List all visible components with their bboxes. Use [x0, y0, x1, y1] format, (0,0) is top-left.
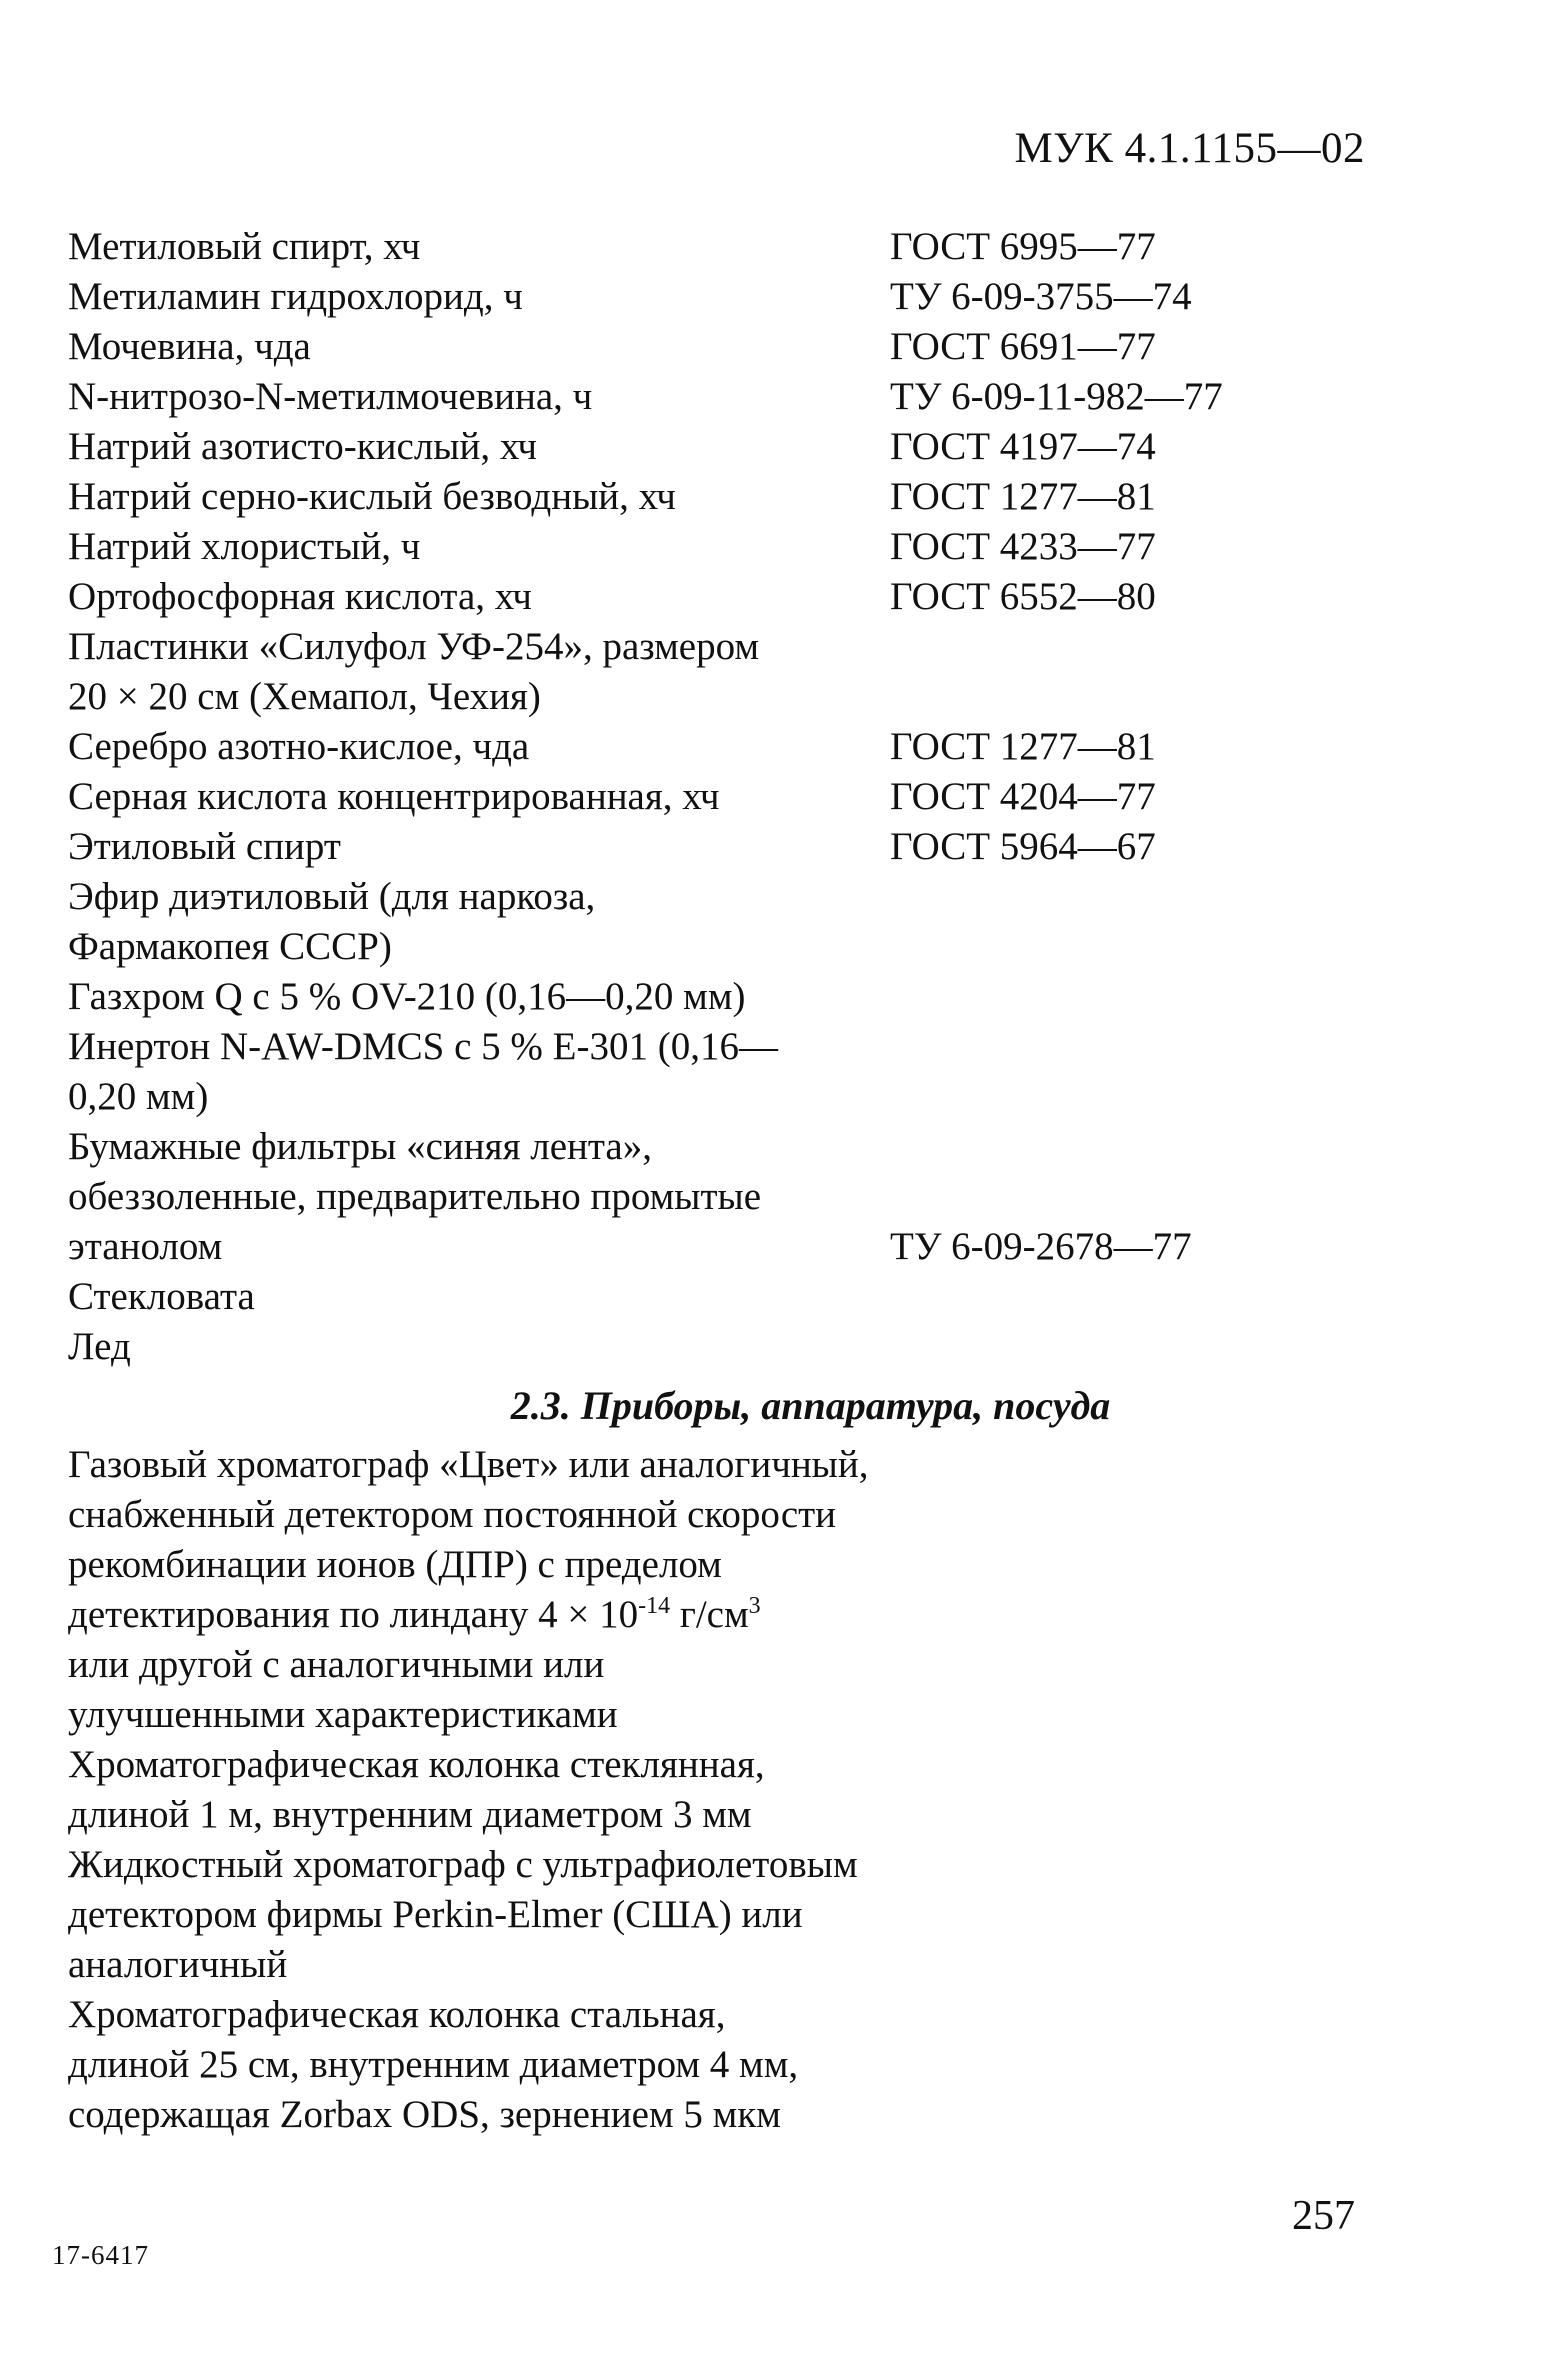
equipment-line: содержащая Zorbax ODS, зернением 5 мкм	[68, 2093, 781, 2136]
reagent-name: Эфир диэтиловый (для наркоза,	[68, 875, 596, 918]
page-number: 257	[1292, 2193, 1355, 2239]
equipment-line: или другой с аналогичными или	[68, 1643, 605, 1686]
reagent-name: Этиловый спирт	[68, 825, 341, 868]
reagent-row	[68, 1322, 1368, 1372]
reagent-name: этанолом	[68, 1225, 223, 1268]
reagent-name: N-нитрозо-N-метилмочевина, ч	[68, 375, 593, 418]
reagent-standard: ГОСТ 5964—67	[890, 825, 1156, 868]
equipment-line: Хроматографическая колонка стеклянная,	[68, 1743, 765, 1786]
reagent-name: 0,20 мм)	[68, 1075, 209, 1118]
equipment-list	[68, 1440, 948, 2140]
reagent-row	[68, 622, 1368, 672]
reagent-standard: ГОСТ 6691—77	[890, 325, 1156, 368]
reagent-row	[68, 272, 1368, 322]
reagent-row	[68, 672, 1368, 722]
reagent-name: Ортофосфорная кислота, хч	[68, 575, 532, 618]
reagent-row	[68, 922, 1368, 972]
reagent-list	[68, 222, 1368, 1372]
reagent-name: Фармакопея СССР)	[68, 925, 392, 968]
reagent-standard: ТУ 6-09-3755—74	[890, 275, 1192, 318]
reagent-row	[68, 572, 1368, 622]
reagent-row	[68, 1022, 1368, 1072]
reagent-standard: ГОСТ 1277—81	[890, 725, 1156, 768]
reagent-standard: ГОСТ 6552—80	[890, 575, 1156, 618]
reagent-name: Пластинки «Силуфол УФ-254», размером	[68, 625, 760, 668]
reagent-name: Метиловый спирт, хч	[68, 225, 421, 268]
equipment-line-detection-limit	[68, 1590, 948, 1640]
reagent-name: Мочевина, чда	[68, 325, 311, 368]
reagent-name: обеззоленные, предварительно промытые	[68, 1175, 762, 1218]
reagent-standard: ТУ 6-09-2678—77	[890, 1225, 1192, 1268]
reagent-standard: ГОСТ 4204—77	[890, 775, 1156, 818]
equipment-line: Газовый хроматограф «Цвет» или аналогичный,	[68, 1443, 869, 1486]
reagent-name: Натрий хлористый, ч	[68, 525, 421, 568]
reagent-row	[68, 1072, 1368, 1122]
reagent-name: Серебро азотно-кислое, чда	[68, 725, 530, 768]
reagent-row	[68, 822, 1368, 872]
reagent-row	[68, 372, 1368, 422]
reagent-row	[68, 872, 1368, 922]
reagent-name: Бумажные фильтры «синяя лента»,	[68, 1125, 652, 1168]
reagent-standard: ГОСТ 4233—77	[890, 525, 1156, 568]
equipment-line: улучшенными характеристиками	[68, 1693, 618, 1736]
reagent-row	[68, 472, 1368, 522]
reagent-row	[68, 722, 1368, 772]
reagent-row	[68, 322, 1368, 372]
equipment-line: снабженный детектором постоянной скорости	[68, 1493, 837, 1536]
detection-limit-unit-exponent: 3	[748, 1593, 761, 1619]
reagent-row	[68, 422, 1368, 472]
reagent-name: Натрий серно-кислый безводный, хч	[68, 475, 676, 518]
reagent-name: 20 × 20 см (Хемапол, Чехия)	[68, 675, 541, 718]
equipment-line: Хроматографическая колонка стальная,	[68, 1993, 726, 2036]
reagent-standard: ГОСТ 1277—81	[890, 475, 1156, 518]
print-code: 17-6417	[52, 2240, 149, 2270]
reagent-row	[68, 522, 1368, 572]
equipment-line: аналогичный	[68, 1943, 288, 1986]
reagent-standard: ТУ 6-09-11-982—77	[890, 375, 1223, 418]
reagent-standard: ГОСТ 4197—74	[890, 425, 1156, 468]
reagent-row	[68, 1122, 1368, 1172]
reagent-name: Стекловата	[68, 1275, 255, 1318]
reagent-standard: ГОСТ 6995—77	[890, 225, 1156, 268]
reagent-row	[68, 1172, 1368, 1222]
detection-limit-text: детектирования по линдану 4 × 10	[68, 1593, 639, 1636]
equipment-line: Жидкостный хроматограф с ультрафиолетовым	[68, 1843, 858, 1886]
reagent-name: Инертон N-AW-DMCS с 5 % E-301 (0,16—	[68, 1025, 778, 1068]
section-heading: 2.3. Приборы, аппаратура, посуда	[510, 1383, 1111, 1428]
detection-limit-unit: г/см	[670, 1593, 749, 1636]
reagent-name: Газхром Q с 5 % OV-210 (0,16—0,20 мм)	[68, 975, 746, 1018]
reagent-name: Лед	[68, 1325, 131, 1368]
detection-limit-exponent: -14	[638, 1593, 671, 1619]
equipment-line: рекомбинации ионов (ДПР) с пределом	[68, 1543, 722, 1586]
reagent-row	[68, 772, 1368, 822]
reagent-name: Серная кислота концентрированная, хч	[68, 775, 720, 818]
equipment-line: длиной 25 см, внутренним диаметром 4 мм,	[68, 2043, 799, 2086]
equipment-line: детектором фирмы Perkin-Elmer (США) или	[68, 1893, 803, 1936]
reagent-name: Натрий азотисто-кислый, хч	[68, 425, 538, 468]
reagent-row	[68, 972, 1368, 1022]
document-code: МУК 4.1.1155—02	[1014, 125, 1365, 172]
reagent-name: Метиламин гидрохлорид, ч	[68, 275, 523, 318]
reagent-row	[68, 222, 1368, 272]
reagent-row	[68, 1272, 1368, 1322]
equipment-line: длиной 1 м, внутренним диаметром 3 мм	[68, 1793, 752, 1836]
reagent-row	[68, 1222, 1368, 1272]
